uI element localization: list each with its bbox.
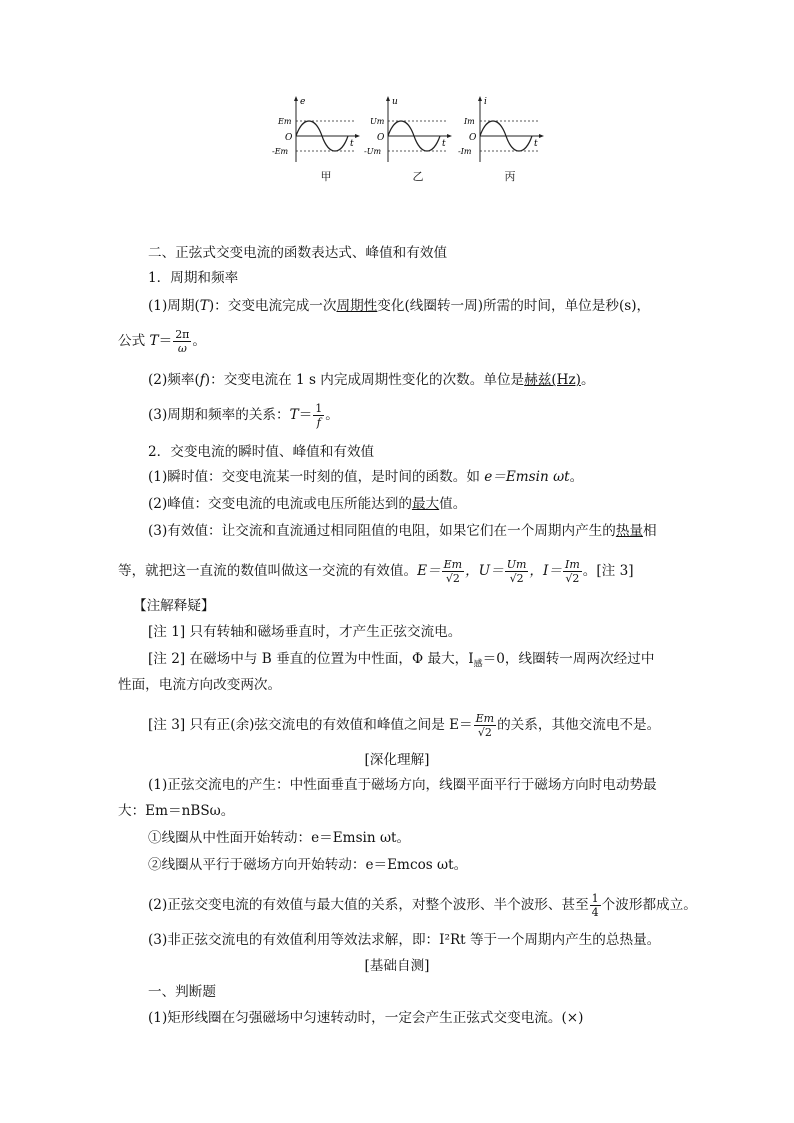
underlined-term: 热量: [615, 523, 644, 539]
subsection-title: 1．周期和频率: [148, 270, 239, 286]
t-label: t: [442, 139, 446, 149]
origin-label: O: [285, 133, 293, 143]
min-label: -Um: [364, 147, 382, 156]
section-heading: 二、正弦式交变电流的函数表达式、峰值和有效值: [148, 245, 448, 261]
axis-label: i: [484, 97, 487, 107]
period-definition: (1)周期(T)：交变电流完成一次周期性变化(线圈转一周)所需的时间，单位是秒(s)，: [148, 298, 651, 314]
peak-value: (2)峰值：交变电流的电流或电压所能达到的最大值。: [148, 496, 467, 512]
t-label: t: [534, 139, 538, 149]
period-frequency-relation: (3)周期和频率的关系：T＝ $\frac{1}{f}$ 。: [148, 402, 339, 429]
origin-label: O: [469, 133, 477, 143]
note-2: [注 2] 在磁场中与 B 垂直的位置为中性面，Φ 最大，$I_感=0$，线圈转一周两次经过中: [148, 651, 655, 670]
axis-label: u: [392, 97, 398, 107]
fraction: $\frac{1}{4}$: [591, 892, 599, 919]
deep-point-1-ii: ②线圈从平行于磁场方向开始转动：e＝Emcos ωt。: [148, 857, 468, 873]
deep-point-1: (1)正弦交流电的产生：中性面垂直于磁场方向，线圈平面平行于磁场方向时电动势最: [148, 777, 657, 793]
deep-point-1-continued: 大：Em＝nBSω。: [118, 803, 235, 819]
fraction: $\frac{2\pi}{\omega}$: [175, 328, 190, 355]
underlined-term: 最大: [411, 496, 440, 512]
note-1: [注 1] 只有转轴和磁场垂直时，才产生正弦交流电。: [148, 624, 462, 640]
figure-caption: 甲: [320, 170, 332, 183]
deep-point-1-i: ①线圈从中性面开始转动：e＝Emsin ωt。: [148, 830, 411, 846]
self-test-title: [基础自测]: [364, 958, 430, 974]
fraction: $\frac{Em}{√2}$: [475, 712, 495, 739]
judgment-question-1: (1)矩形线圈在匀强磁场中匀速转动时，一定会产生正弦式交变电流。(×): [148, 1010, 584, 1026]
underlined-term: 周期性: [336, 298, 378, 314]
deep-understanding-title: [深化理解]: [364, 752, 430, 768]
note-3: [注 3] 只有正(余)弦交流电的有效值和峰值之间是 E＝ $\frac{Em}{√2}$ 的关系，其他交流电不是。: [148, 712, 661, 739]
subsection-title: 2．交变电流的瞬时值、峰值和有效值: [148, 444, 375, 460]
fraction: $\frac{Um}{√2}$: [506, 558, 527, 585]
voltage-waveform-figure: [362, 92, 454, 168]
effective-value-formulas: 等，就把这一直流的数值叫做这一交流的有效值。E＝ $\frac{Em}{√2}$ ，U＝ $\frac{Um}{√2}$ ，I＝ $\frac{Im}{√2}$ 。[注 3]: [118, 558, 634, 585]
figure-caption: 丙: [504, 170, 516, 183]
min-label: -Im: [458, 147, 472, 156]
waveform-figures: [270, 92, 550, 184]
max-label: Em: [278, 117, 292, 126]
axis-label: e: [300, 97, 306, 107]
instantaneous-value: (1)瞬时值：交变电流某一时刻的值，是时间的函数。如 e＝Emsin ωt。: [148, 469, 584, 485]
fraction: $\frac{Im}{√2}$: [564, 558, 580, 585]
deep-point-3: (3)非正弦交流电的有效值利用等效法求解，即：I²Rt 等于一个周期内产生的总热量。: [148, 932, 661, 948]
effective-value: (3)有效值：让交流和直流通过相同阻值的电阻，如果它们在一个周期内产生的热量相: [148, 523, 657, 539]
figure-caption: 乙: [412, 170, 424, 183]
underlined-term: 赫兹(Hz): [524, 372, 581, 388]
min-label: -Em: [272, 147, 289, 156]
fraction: $\frac{Em}{√2}$: [443, 558, 463, 585]
max-label: Um: [370, 117, 385, 126]
frequency-definition: (2)频率(f)：交变电流在 1 s 内完成周期性变化的次数。单位是赫兹(Hz)。: [148, 372, 595, 388]
t-label: t: [350, 139, 354, 149]
emf-waveform-figure: [270, 92, 362, 168]
notes-heading: 【注解释疑】: [133, 598, 215, 614]
origin-label: O: [377, 133, 385, 143]
current-waveform-figure: [454, 92, 546, 168]
max-label: Im: [464, 117, 475, 126]
deep-point-2: (2)正弦交变电流的有效值与最大值的关系，对整个波形、半个波形、甚至 $\frac{1}{4}$ 个波形都成立。: [148, 892, 697, 919]
note-2-continued: 性面，电流方向改变两次。: [118, 677, 282, 693]
judgment-heading: 一、判断题: [148, 984, 216, 1000]
fraction: $\frac{1}{f}$: [315, 402, 323, 429]
period-formula: 公式 T＝ $\frac{2\pi}{\omega}$ 。: [118, 328, 207, 355]
